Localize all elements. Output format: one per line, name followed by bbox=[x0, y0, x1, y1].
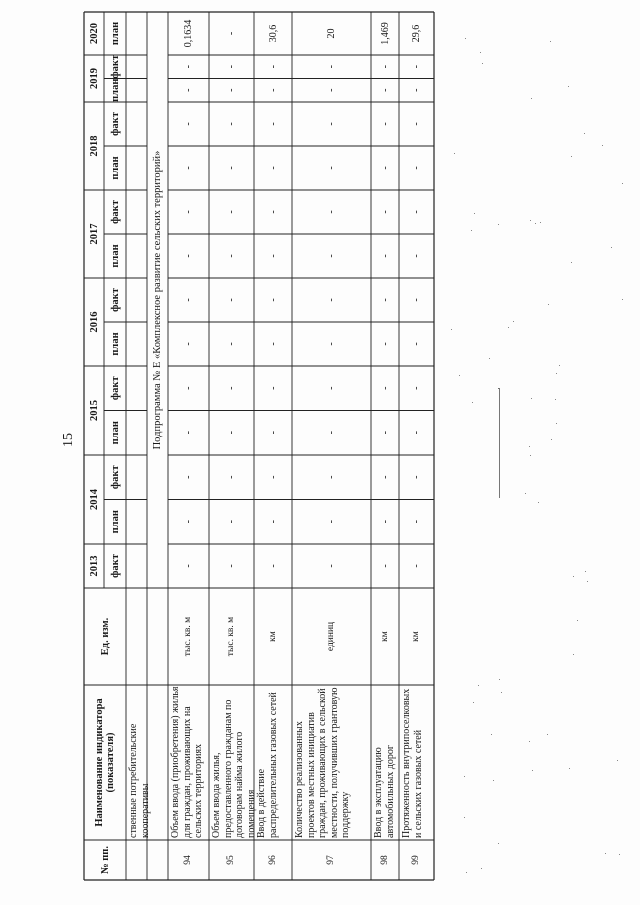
row-value-empty: - bbox=[183, 298, 194, 302]
header-year-2016: 2016 bbox=[88, 311, 100, 333]
row-name: Ввод в эксплуатацию автомобильных дорог bbox=[373, 744, 396, 838]
row-value-empty: - bbox=[326, 166, 337, 170]
scan-speck bbox=[530, 455, 531, 456]
row-name: Ввод в действие распределительных газовых сетей bbox=[256, 692, 279, 838]
row-value-empty: - bbox=[183, 210, 194, 214]
header-year-2019: 2019 bbox=[88, 68, 100, 89]
scan-speck bbox=[491, 734, 492, 735]
scan-speck bbox=[454, 153, 455, 154]
row-unit: км bbox=[379, 631, 390, 642]
row-value-empty: - bbox=[226, 520, 237, 524]
row-value-empty: - bbox=[183, 520, 194, 524]
row-value-empty: - bbox=[379, 88, 391, 92]
scan-speck bbox=[482, 63, 483, 64]
row-value-empty: - bbox=[379, 564, 391, 568]
scan-speck bbox=[532, 770, 533, 771]
row-value-empty: - bbox=[267, 431, 279, 435]
row-value-empty: - bbox=[226, 210, 237, 214]
scan-speck bbox=[571, 156, 572, 157]
row-value-2020-plan: 20 bbox=[326, 28, 337, 39]
scan-speck bbox=[559, 365, 560, 366]
row-num: 95 bbox=[226, 855, 236, 865]
row-value-empty: - bbox=[183, 475, 194, 479]
row-name: Протяженность внутрипоселковых и сельских газовых сетей bbox=[401, 688, 424, 838]
scan-speck bbox=[481, 868, 482, 869]
row-value-2020-plan: 1,469 bbox=[379, 22, 391, 45]
row-unit: км bbox=[267, 631, 278, 642]
scan-speck bbox=[465, 38, 466, 39]
scan-speck bbox=[531, 398, 532, 399]
scan-speck bbox=[548, 304, 549, 305]
scan-speck bbox=[478, 685, 479, 686]
scan-speck bbox=[568, 86, 569, 87]
scan-speck bbox=[474, 213, 475, 214]
row-num: 99 bbox=[411, 855, 421, 865]
scan-speck bbox=[556, 373, 557, 374]
header-year-2018: 2018 bbox=[88, 135, 100, 157]
row-value-empty: - bbox=[183, 254, 194, 258]
header-num: № пп. bbox=[99, 846, 111, 874]
row-value-empty: - bbox=[411, 431, 422, 435]
header-plan-2018: план bbox=[109, 156, 121, 180]
row-value-empty: - bbox=[379, 166, 391, 170]
row-value-empty: - bbox=[326, 520, 337, 524]
scan-speck bbox=[622, 183, 623, 184]
carryover-text: ственные потребительские кооперативы bbox=[128, 723, 151, 838]
row-unit: тыс. кв. м bbox=[183, 616, 193, 657]
scan-speck bbox=[569, 768, 570, 769]
row-value-empty: - bbox=[379, 431, 391, 435]
row-value-empty: - bbox=[379, 122, 391, 126]
row-value-empty: - bbox=[326, 475, 337, 479]
row-value-empty: - bbox=[226, 122, 237, 126]
row-value-empty: - bbox=[267, 166, 279, 170]
header-fact-2015: факт bbox=[109, 376, 121, 401]
header-year-2013: 2013 bbox=[88, 555, 100, 577]
header-plan-2014: план bbox=[109, 510, 121, 534]
header-year-2015: 2015 bbox=[88, 400, 100, 421]
row-value-empty: - bbox=[326, 88, 337, 92]
header-year-2017: 2017 bbox=[88, 223, 100, 245]
scan-speck bbox=[571, 262, 572, 263]
row-value-empty: - bbox=[226, 65, 237, 69]
header-fact-2018: факт bbox=[109, 112, 121, 136]
row-value-empty: - bbox=[379, 298, 391, 302]
row-value-empty: - bbox=[411, 65, 422, 69]
page-number: 15 bbox=[61, 433, 76, 447]
scan-speck bbox=[577, 620, 578, 621]
row-value-empty: - bbox=[379, 342, 391, 346]
header-plan-2015: план bbox=[109, 421, 121, 445]
scan-speck bbox=[471, 230, 472, 231]
row-value-empty: - bbox=[267, 88, 279, 92]
row-value-2020-plan: - bbox=[226, 31, 237, 36]
row-value-empty: - bbox=[379, 210, 391, 214]
scan-speck bbox=[473, 702, 474, 703]
scan-speck bbox=[619, 854, 620, 855]
scan-speck bbox=[617, 760, 618, 761]
scan-speck bbox=[573, 654, 574, 655]
row-value-empty: - bbox=[183, 564, 194, 568]
header-plan-2016: план bbox=[109, 332, 121, 356]
header-year-2014: 2014 bbox=[88, 489, 100, 510]
scan-speck bbox=[525, 493, 526, 494]
subprogram-title: Подпрограмма № Е «Комплексное развитие сельских территорий» bbox=[152, 150, 163, 450]
row-unit: км bbox=[411, 631, 421, 642]
row-num: 98 bbox=[379, 855, 390, 865]
row-name: Объем ввода (приобретения) жилья для граждан, проживающих на сельских территориях bbox=[170, 686, 204, 838]
row-value-empty: - bbox=[411, 122, 422, 126]
header-fact-2013: факт bbox=[109, 554, 121, 578]
row-value-empty: - bbox=[226, 564, 237, 568]
row-value-empty: - bbox=[326, 298, 337, 302]
row-value-empty: - bbox=[379, 386, 391, 390]
row-value-empty: - bbox=[267, 386, 279, 390]
row-value-empty: - bbox=[326, 431, 337, 435]
header-fact-2019: факт bbox=[109, 54, 121, 79]
row-value-empty: - bbox=[411, 254, 422, 258]
row-value-empty: - bbox=[326, 210, 337, 214]
row-value-empty: - bbox=[411, 520, 422, 524]
scan-speck bbox=[551, 439, 552, 440]
scan-speck bbox=[529, 741, 530, 742]
header-year-2020: 2020 bbox=[88, 23, 100, 44]
scan-speck bbox=[489, 358, 490, 359]
row-value-empty: - bbox=[411, 210, 422, 214]
row-value-empty: - bbox=[411, 88, 422, 92]
scan-speck bbox=[513, 321, 514, 322]
row-value-empty: - bbox=[267, 475, 279, 479]
scan-speck bbox=[555, 399, 556, 400]
scan-speck bbox=[556, 423, 557, 424]
row-value-empty: - bbox=[326, 65, 337, 69]
row-value-empty: - bbox=[326, 122, 337, 126]
row-value-empty: - bbox=[267, 254, 279, 258]
row-value-empty: - bbox=[183, 342, 194, 346]
row-value-empty: - bbox=[183, 88, 194, 92]
row-value-empty: - bbox=[411, 342, 422, 346]
row-value-empty: - bbox=[411, 298, 422, 302]
scan-speck bbox=[464, 776, 465, 777]
row-value-empty: - bbox=[379, 520, 391, 524]
scan-speck bbox=[464, 817, 465, 818]
row-value-empty: - bbox=[183, 166, 194, 170]
scan-speck bbox=[451, 329, 452, 330]
scan-speck bbox=[498, 224, 499, 225]
row-value-empty: - bbox=[267, 122, 279, 126]
scan-speck bbox=[535, 223, 536, 224]
scan-speck bbox=[531, 98, 532, 99]
scan-speck bbox=[605, 853, 606, 854]
row-value-empty: - bbox=[411, 386, 422, 390]
row-value-empty: - bbox=[267, 520, 279, 524]
row-value-empty: - bbox=[267, 65, 279, 69]
row-value-empty: - bbox=[183, 386, 194, 390]
row-value-2020-plan: 0,1634 bbox=[183, 19, 194, 48]
scan-speck bbox=[550, 41, 551, 42]
row-value-empty: - bbox=[326, 386, 337, 390]
scan-speck bbox=[611, 247, 612, 248]
header-name: Наименование индикатора (показателя) bbox=[94, 698, 116, 827]
row-value-empty: - bbox=[267, 298, 279, 302]
scan-artifact-line bbox=[499, 388, 500, 498]
row-value-empty: - bbox=[226, 386, 237, 390]
row-value-empty: - bbox=[226, 254, 237, 258]
row-value-empty: - bbox=[411, 166, 422, 170]
scan-speck bbox=[472, 402, 473, 403]
row-value-empty: - bbox=[411, 564, 422, 568]
header-fact-2016: факт bbox=[109, 288, 121, 312]
header-unit: Ед. изм. bbox=[99, 617, 111, 656]
row-value-empty: - bbox=[326, 564, 337, 568]
header-fact-2017: факт bbox=[109, 200, 121, 224]
row-value-empty: - bbox=[226, 475, 237, 479]
row-value-empty: - bbox=[226, 88, 237, 92]
scan-speck bbox=[584, 133, 585, 134]
scan-speck bbox=[573, 576, 574, 577]
row-value-empty: - bbox=[267, 342, 279, 346]
header-fact-2014: факт bbox=[109, 465, 121, 490]
row-value-empty: - bbox=[183, 65, 194, 69]
row-value-empty: - bbox=[183, 431, 194, 435]
scan-speck bbox=[466, 872, 467, 873]
scan-speck bbox=[622, 299, 623, 300]
row-name: Объем ввода жилья, предоставленного гражданам по договорам найма жилого помещения bbox=[211, 699, 257, 838]
scan-speck bbox=[508, 327, 509, 328]
scan-speck bbox=[499, 679, 500, 680]
scan-speck bbox=[501, 692, 502, 693]
row-num: 94 bbox=[183, 855, 193, 865]
scan-speck bbox=[529, 446, 530, 447]
scan-speck bbox=[585, 571, 586, 572]
row-num: 97 bbox=[326, 855, 336, 865]
row-value-empty: - bbox=[379, 254, 391, 258]
row-num: 96 bbox=[267, 855, 278, 865]
scan-speck bbox=[538, 502, 539, 503]
scan-speck bbox=[498, 843, 499, 844]
header-plan-2017: план bbox=[109, 244, 121, 268]
header-plan-2020: план bbox=[109, 21, 121, 46]
row-value-empty: - bbox=[379, 65, 391, 69]
scan-speck bbox=[459, 375, 460, 376]
row-value-empty: - bbox=[183, 122, 194, 126]
row-value-empty: - bbox=[226, 298, 237, 302]
row-value-empty: - bbox=[226, 431, 237, 435]
scan-speck bbox=[540, 222, 541, 223]
row-value-empty: - bbox=[267, 564, 279, 568]
row-value-empty: - bbox=[267, 210, 279, 214]
row-value-2020-plan: 30,6 bbox=[267, 24, 279, 43]
scan-speck bbox=[530, 220, 531, 221]
scan-speck bbox=[602, 145, 603, 146]
row-name: Количество реализованных проектов местных инициатив граждан, проживающих в сельской местности, получивших грантовую поддержку bbox=[294, 687, 351, 838]
row-value-empty: - bbox=[379, 475, 391, 479]
scan-speck bbox=[493, 780, 494, 781]
row-value-2020-plan: 29,6 bbox=[411, 24, 422, 43]
row-value-empty: - bbox=[226, 166, 237, 170]
row-unit: единиц bbox=[326, 621, 336, 652]
scan-speck bbox=[547, 734, 548, 735]
row-unit: тыс. кв. м bbox=[226, 616, 236, 657]
scan-speck bbox=[587, 581, 588, 582]
row-value-empty: - bbox=[326, 342, 337, 346]
header-plan-2019: план bbox=[109, 78, 121, 102]
row-value-empty: - bbox=[226, 342, 237, 346]
row-value-empty: - bbox=[326, 254, 337, 258]
scan-speck bbox=[480, 52, 481, 53]
row-value-empty: - bbox=[411, 475, 422, 479]
